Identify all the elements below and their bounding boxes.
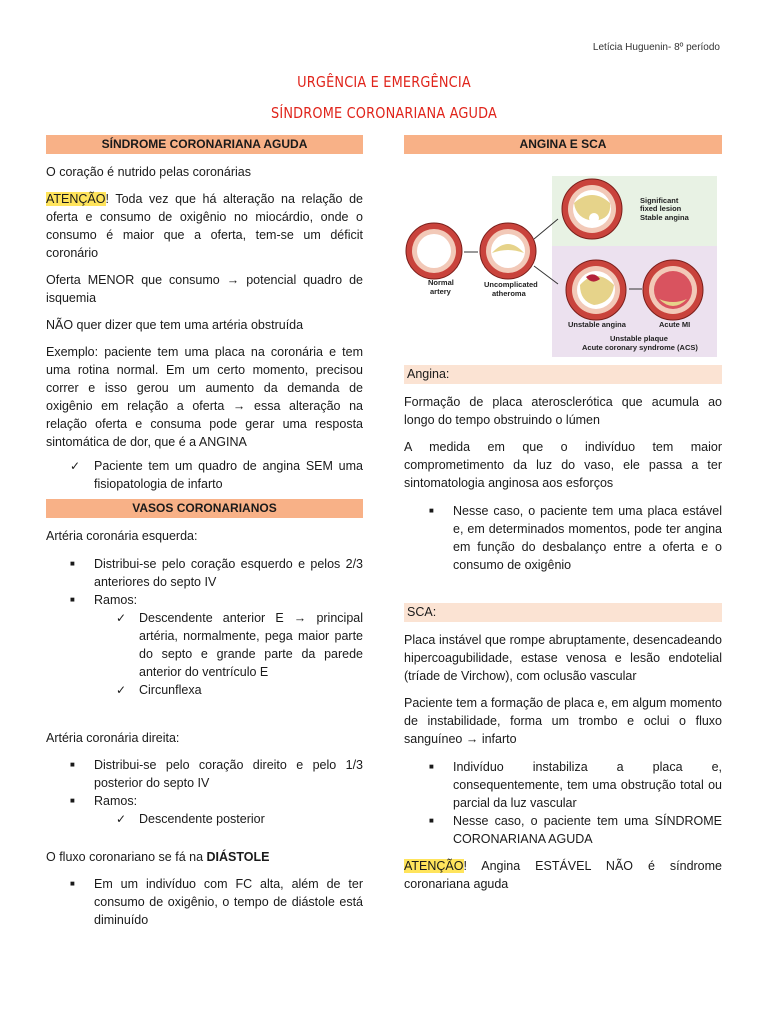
square-bullet-icon: ■	[70, 796, 75, 805]
normal-artery	[406, 223, 462, 279]
list-item	[404, 812, 722, 848]
list-item-text: Descendente posterior	[139, 812, 265, 826]
list-item	[404, 502, 722, 574]
label-significant: Significant	[640, 196, 679, 205]
list-item-text: Circunflexa	[139, 683, 202, 697]
list-item	[46, 792, 363, 810]
paragraph-text: ! Angina ESTÁVEL NÃO é síndrome coronariana aguda	[404, 859, 722, 891]
list-item-text: Nesse caso, o paciente tem uma SÍNDROME CORONARIANA AGUDA	[453, 814, 722, 846]
list-item	[46, 609, 363, 681]
list-item	[46, 810, 363, 828]
label-unstable-angina: Unstable angina	[568, 320, 626, 329]
stable-lesion	[562, 179, 622, 239]
paragraph-atencao	[404, 857, 722, 893]
right-column	[404, 135, 722, 154]
paragraph-fluxo	[46, 848, 363, 866]
list-item	[46, 875, 363, 929]
label-uncomplicated: Uncomplicated	[484, 280, 538, 289]
uncomplicated-atheroma	[480, 223, 536, 279]
label-acute-mi: Acute MI	[659, 320, 691, 329]
check-icon: ✓	[116, 611, 127, 625]
square-bullet-icon: ■	[70, 559, 75, 568]
label-unstable-plaque: Unstable plaque	[610, 334, 668, 343]
list-item-text: Distribui-se pelo coração esquerdo e pelos 2/3 anteriores do septo IV	[94, 557, 363, 589]
check-icon: ✓	[70, 459, 81, 473]
list-item-text: Descendente anterior E → principal artéria, normalmente, pega maior parte do septo e grande parte da parede anterior do ventrículo E	[139, 611, 363, 679]
highlight-atencao: ATENÇÃO	[404, 859, 464, 873]
square-bullet-icon: ■	[429, 762, 434, 771]
author-label: Letícia Huguenin- 8º período	[592, 42, 720, 53]
highlight-atencao: ATENÇÃO	[46, 192, 106, 206]
paragraph: Formação de placa aterosclerótica que acumula ao longo do tempo obstruindo o lúmen	[404, 395, 722, 427]
paragraph-text: O fluxo coronariano se fá na	[46, 850, 207, 864]
paragraph: Exemplo: paciente tem uma placa na coronária e tem uma rotina normal. Em um certo momento, precisou correr e isso gerou um aumento da demanda de oxigênio em relação a oferta → essa alteração na relação oferta e consuma pode gerar uma resposta sintomática de dor, que é a ANGINA	[46, 345, 363, 449]
list-item	[46, 457, 363, 493]
right-column-text	[404, 365, 722, 893]
unstable-angina	[566, 260, 626, 320]
square-bullet-icon: ■	[70, 760, 75, 769]
label-atheroma: atheroma	[492, 289, 526, 298]
label-acs: Acute coronary syndrome (ACS)	[582, 343, 698, 352]
list-item-text: Indivíduo instabiliza a placa e, consequentemente, tem uma obstrução total ou parcial da luz vascular	[453, 760, 722, 810]
paragraph-atencao	[46, 190, 363, 262]
check-icon: ✓	[116, 683, 127, 697]
section-head-angina-sca: ANGINA E SCA	[404, 135, 722, 154]
page-subtitle: SÍNDROME CORONARIANA AGUDA	[270, 104, 498, 122]
list-item-text: Em um indivíduo com FC alta, além de ter consumo de oxigênio, o tempo de diástole está diminuído	[94, 877, 363, 927]
square-bullet-icon: ■	[429, 506, 434, 515]
left-column	[46, 135, 363, 929]
paragraph: Artéria coronária direita:	[46, 731, 180, 745]
label-stable-angina: Stable angina	[640, 213, 689, 222]
list-item	[46, 756, 363, 792]
section-head-sca: SÍNDROME CORONARIANA AGUDA	[46, 135, 363, 154]
square-bullet-icon: ■	[70, 595, 75, 604]
list-item-text: Ramos:	[94, 593, 138, 607]
paragraph: NÃO quer dizer que tem uma artéria obstruída	[46, 318, 304, 332]
diagram-svg	[404, 163, 722, 358]
list-item	[46, 555, 363, 591]
page-title: URGÊNCIA E EMERGÊNCIA	[297, 73, 471, 91]
section-head-vasos: VASOS CORONARIANOS	[46, 499, 363, 518]
acute-mi	[643, 260, 703, 320]
paragraph: A medida em que o indivíduo tem maior comprometimento da luz do vaso, ele passa a ter sintomatologia anginosa aos esforços	[404, 440, 722, 490]
paragraph: Artéria coronária esquerda:	[46, 529, 198, 543]
paragraph: Oferta MENOR que consumo → potencial quadro de isquemia	[46, 273, 363, 305]
paragraph: O coração é nutrido pelas coronárias	[46, 165, 251, 179]
label-fixed-lesion: fixed lesion	[640, 204, 682, 213]
paragraph-text: ! Toda vez que há alteração na relação de oferta e consumo de oxigênio no miocárdio, onde o consumo é maior que a oferta, tem-se um déficit coronário	[46, 192, 363, 260]
subhead-angina: Angina:	[404, 365, 722, 384]
bold-text: DIÁSTOLE	[206, 850, 270, 864]
list-item-text: Paciente tem um quadro de angina SEM uma fisiopatologia de infarto	[94, 459, 363, 491]
paragraph: Placa instável que rompe abruptamente, desencadeando hipercoagubilidade, estase venosa e lesão endotelial (tríade de Virchow), com oclusão vascular	[404, 633, 722, 683]
check-icon: ✓	[116, 812, 127, 826]
subhead-sca: SCA:	[404, 603, 722, 622]
square-bullet-icon: ■	[70, 879, 75, 888]
list-item	[46, 591, 363, 609]
list-item-text: Nesse caso, o paciente tem uma placa estável e, em determinados momentos, pode ter angina em função do desbalanço entre a oferta e o consumo de oxigênio	[453, 504, 722, 572]
label-artery: artery	[430, 287, 451, 296]
square-bullet-icon: ■	[429, 816, 434, 825]
atherosclerosis-diagram	[404, 163, 722, 358]
label-normal: Normal	[428, 278, 454, 287]
list-item-text: Ramos:	[94, 794, 138, 808]
list-item	[46, 681, 363, 699]
list-item-text: Distribui-se pelo coração direito e pelo 1/3 posterior do septo IV	[94, 758, 363, 790]
paragraph: Paciente tem a formação de placa e, em algum momento de instabilidade, forma um trombo e oclui o fluxo sanguíneo → infarto	[404, 696, 722, 746]
list-item	[404, 758, 722, 812]
